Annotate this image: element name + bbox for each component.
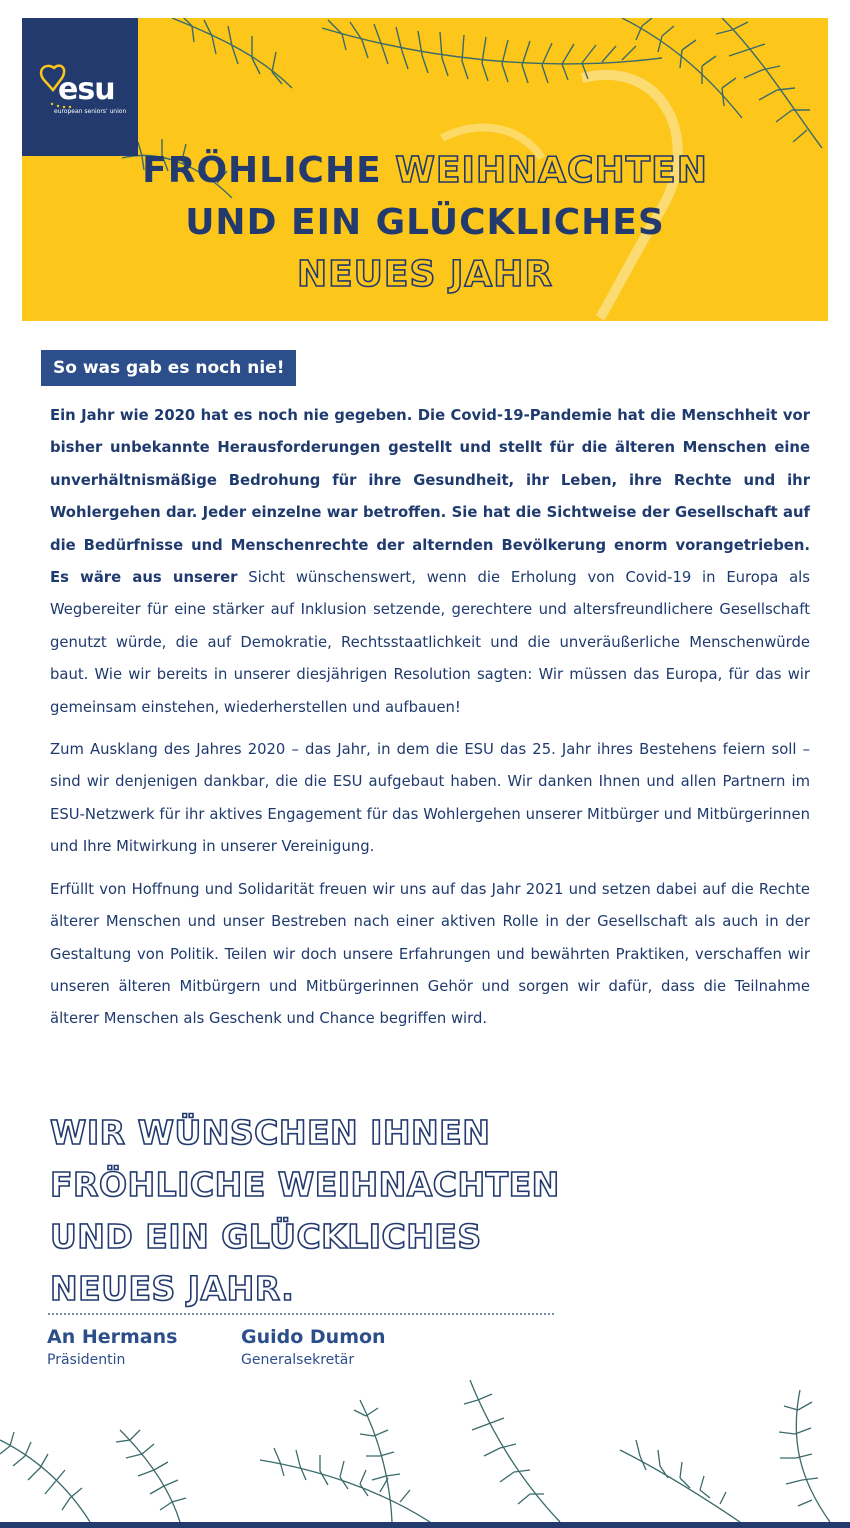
- page-title: [22, 145, 828, 301]
- signature-secretary: [241, 1322, 386, 1368]
- signature-name: An Hermans: [47, 1326, 178, 1348]
- paragraph-1-rest: Sicht wünschenswert, wenn die Erholung von Covid-19 in Europa als Wegbereiter für eine stärker auf Inklusion setzende, gerechtere und altersfreundlichere Gesellschaft genutzt würde, die auf Demokratie, Rechtsstaatlichkeit und die unveräußerliche Menschenwürde baut. Wie wir bereits in unserer diesjährigen Resolution sagten: Wir müssen das Europa, für das wir gemeinsam einstehen, wiederherstellen und aufbauen!: [50, 569, 810, 716]
- signature-role: Präsidentin: [47, 1352, 126, 1368]
- wish-line-3: UND EIN GLÜCKLICHES: [50, 1217, 482, 1256]
- signature-divider: [48, 1313, 554, 1315]
- greeting-wish: [50, 1107, 610, 1315]
- wish-line-4: NEUES JAHR.: [50, 1269, 295, 1308]
- wish-line-1: WIR WÜNSCHEN IHNEN: [50, 1113, 491, 1152]
- signature-name: Guido Dumon: [241, 1326, 386, 1348]
- headline-line-1: [22, 145, 828, 197]
- headline-line-3: NEUES JAHR: [296, 254, 554, 295]
- logo-text: esu: [58, 72, 115, 107]
- logo-subtitle: european seniors' union: [54, 108, 127, 115]
- signature-role: Generalsekretär: [241, 1352, 355, 1368]
- headline-word-outline: WEIHNACHTEN: [395, 150, 708, 191]
- letter-body: [50, 400, 810, 1046]
- headline-word-solid: FRÖHLICHE: [142, 150, 382, 191]
- paragraph-3: Erfüllt von Hoffnung und Solidarität freuen wir uns auf das Jahr 2021 und setzen dabei auf die Rechte älterer Menschen und unser Bestreben nach einer aktiven Rolle in der Gesellschaft als auch in der Gestaltung von Politik. Teilen wir doch unsere Erfahrungen und bewährten Praktiken, verschaffen wir unseren älteren Mitbürgern und Mitbürgerinnen Gehör und sorgen wir dafür, dass die Teilnahme älterer Menschen als Geschenk und Chance begriffen wird.: [50, 880, 810, 1028]
- esu-logo-icon: [22, 18, 138, 156]
- paragraph-1: [50, 400, 810, 724]
- headline-line-2: UND EIN GLÜCKLICHES: [185, 202, 665, 243]
- wish-line-2: FRÖHLICHE WEIHNACHTEN: [50, 1165, 560, 1204]
- paragraph-1-lead: Ein Jahr wie 2020 hat es noch nie gegeben. Die Covid-19-Pandemie hat die Menschheit vor bisher unbekannte Herausforderungen gestellt und stellt für die älteren Menschen eine unverhältnismäßige Bedrohung für ihre Gesundheit, ihr Leben, ihre Rechte und ihr Wohlergehen dar. Jeder einzelne war betroffen. Sie hat die Sichtweise der Gesellschaft auf die Bedürfnisse und Menschenrechte der alternden Bevölkerung enorm vorangetrieben. Es wäre aus unserer: [50, 407, 810, 587]
- paragraph-2: Zum Ausklang des Jahres 2020 – das Jahr, in dem die ESU das 25. Jahr ihres Bestehens feiern soll – sind wir denjenigen dankbar, die die ESU aufgebaut haben. Wir danken Ihnen und allen Partnern im ESU-Netzwerk für ihr aktives Engagement für das Wohlergehen unserer Mitbürger und Mitbürgerinnen und Ihre Mitwirkung in unserer Vereinigung.: [50, 741, 810, 856]
- footer-bar: [0, 1522, 850, 1528]
- signature-president: [47, 1322, 177, 1368]
- section-label: So was gab es noch nie!: [41, 350, 296, 386]
- fir-branch-icon: [0, 1380, 850, 1522]
